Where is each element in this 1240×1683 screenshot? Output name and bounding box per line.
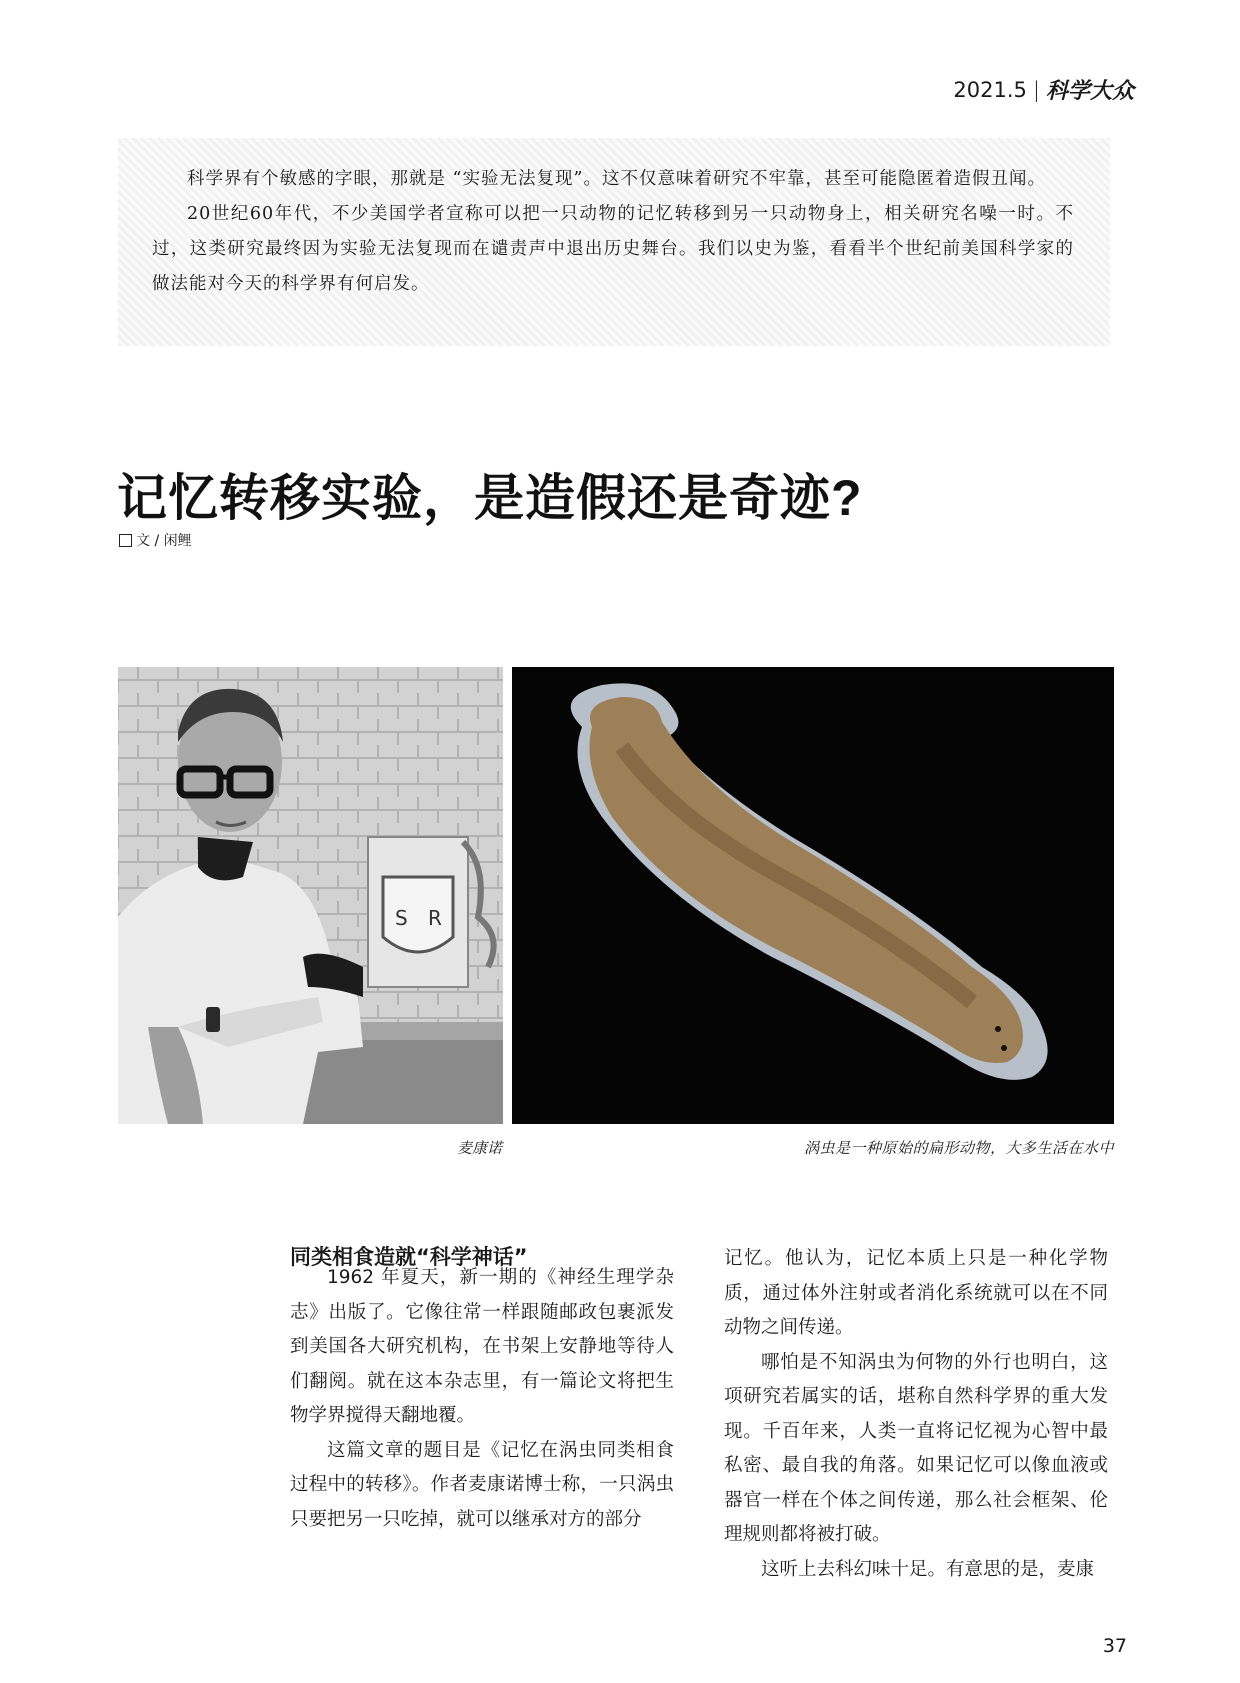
intro-box xyxy=(118,138,1110,346)
byline-box-icon xyxy=(119,534,132,547)
body-paragraph: 哪怕是不知涡虫为何物的外行也明白，这项研究若属实的话，堪称自然科学界的重大发现。千百年来，人类一直将记忆视为心智中最私密、最自我的角落。如果记忆可以像血液或器官一样在个体之间传递，那么社会框架、伦理规则都将被打破。 xyxy=(724,1351,1108,1545)
body-column-right xyxy=(724,1242,1108,1587)
body-column-left xyxy=(290,1261,674,1537)
body-paragraph-continued: 记忆。他认为，记忆本质上只是一种化学物质，通过体外注射或者消化系统就可以在不同动物之间传递。 xyxy=(724,1248,1108,1338)
body-paragraph: 这篇文章的题目是《记忆在涡虫同类相食过程中的转移》。作者麦康诺博士称，一只涡虫只要把另一只吃掉，就可以继承对方的部分 xyxy=(290,1439,674,1530)
shield-letter: S xyxy=(395,906,408,930)
body-paragraph: 1962 年夏天，新一期的《神经生理学杂志》出版了。它像往常一样跟随邮政包裹派发到美国各大研究机构，在书架上安静地等待人们翻阅。就在这本杂志里，有一篇论文将把生物学界搅得天翻地覆。 xyxy=(290,1267,674,1426)
section-heading: 同类相食造就“科学神话” xyxy=(290,1245,528,1269)
header-separator: | xyxy=(1032,77,1040,102)
page-number: 37 xyxy=(1102,1635,1127,1657)
body-paragraph: 这听上去科幻味十足。有意思的是，麦康 xyxy=(761,1558,1095,1580)
shield-letter: R xyxy=(428,906,442,930)
portrait-caption: 麦康诺 xyxy=(456,1139,502,1157)
intro-paragraph: 科学界有个敏感的字眼，那就是 “实验无法复现”。这不仅意味着研究不牢靠，甚至可能隐匿着造假丑闻。 xyxy=(187,169,1046,189)
issue-date: 2021.5 xyxy=(953,77,1027,102)
magazine-name: 科学大众 xyxy=(1045,78,1134,104)
article-title: 记忆转移实验，是造假还是奇迹? xyxy=(117,470,863,526)
byline xyxy=(119,530,192,550)
flatworm-caption: 涡虫是一种原始的扁形动物，大多生活在水中 xyxy=(803,1139,1114,1157)
running-header xyxy=(953,74,1134,105)
intro-paragraph: 20世纪60年代，不少美国学者宣称可以把一只动物的记忆转移到另一只动物身上，相关研究名噪一时。不过，这类研究最终因为实验无法复现而在谴责声中退出历史舞台。我们以史为鉴，看看半个世纪前美国科学家的做法能对今天的科学界有何启发。 xyxy=(152,204,1074,294)
portrait-photo xyxy=(118,667,503,1124)
byline-text: 文 / 闲鲤 xyxy=(136,533,192,549)
flatworm-photo xyxy=(512,667,1114,1124)
